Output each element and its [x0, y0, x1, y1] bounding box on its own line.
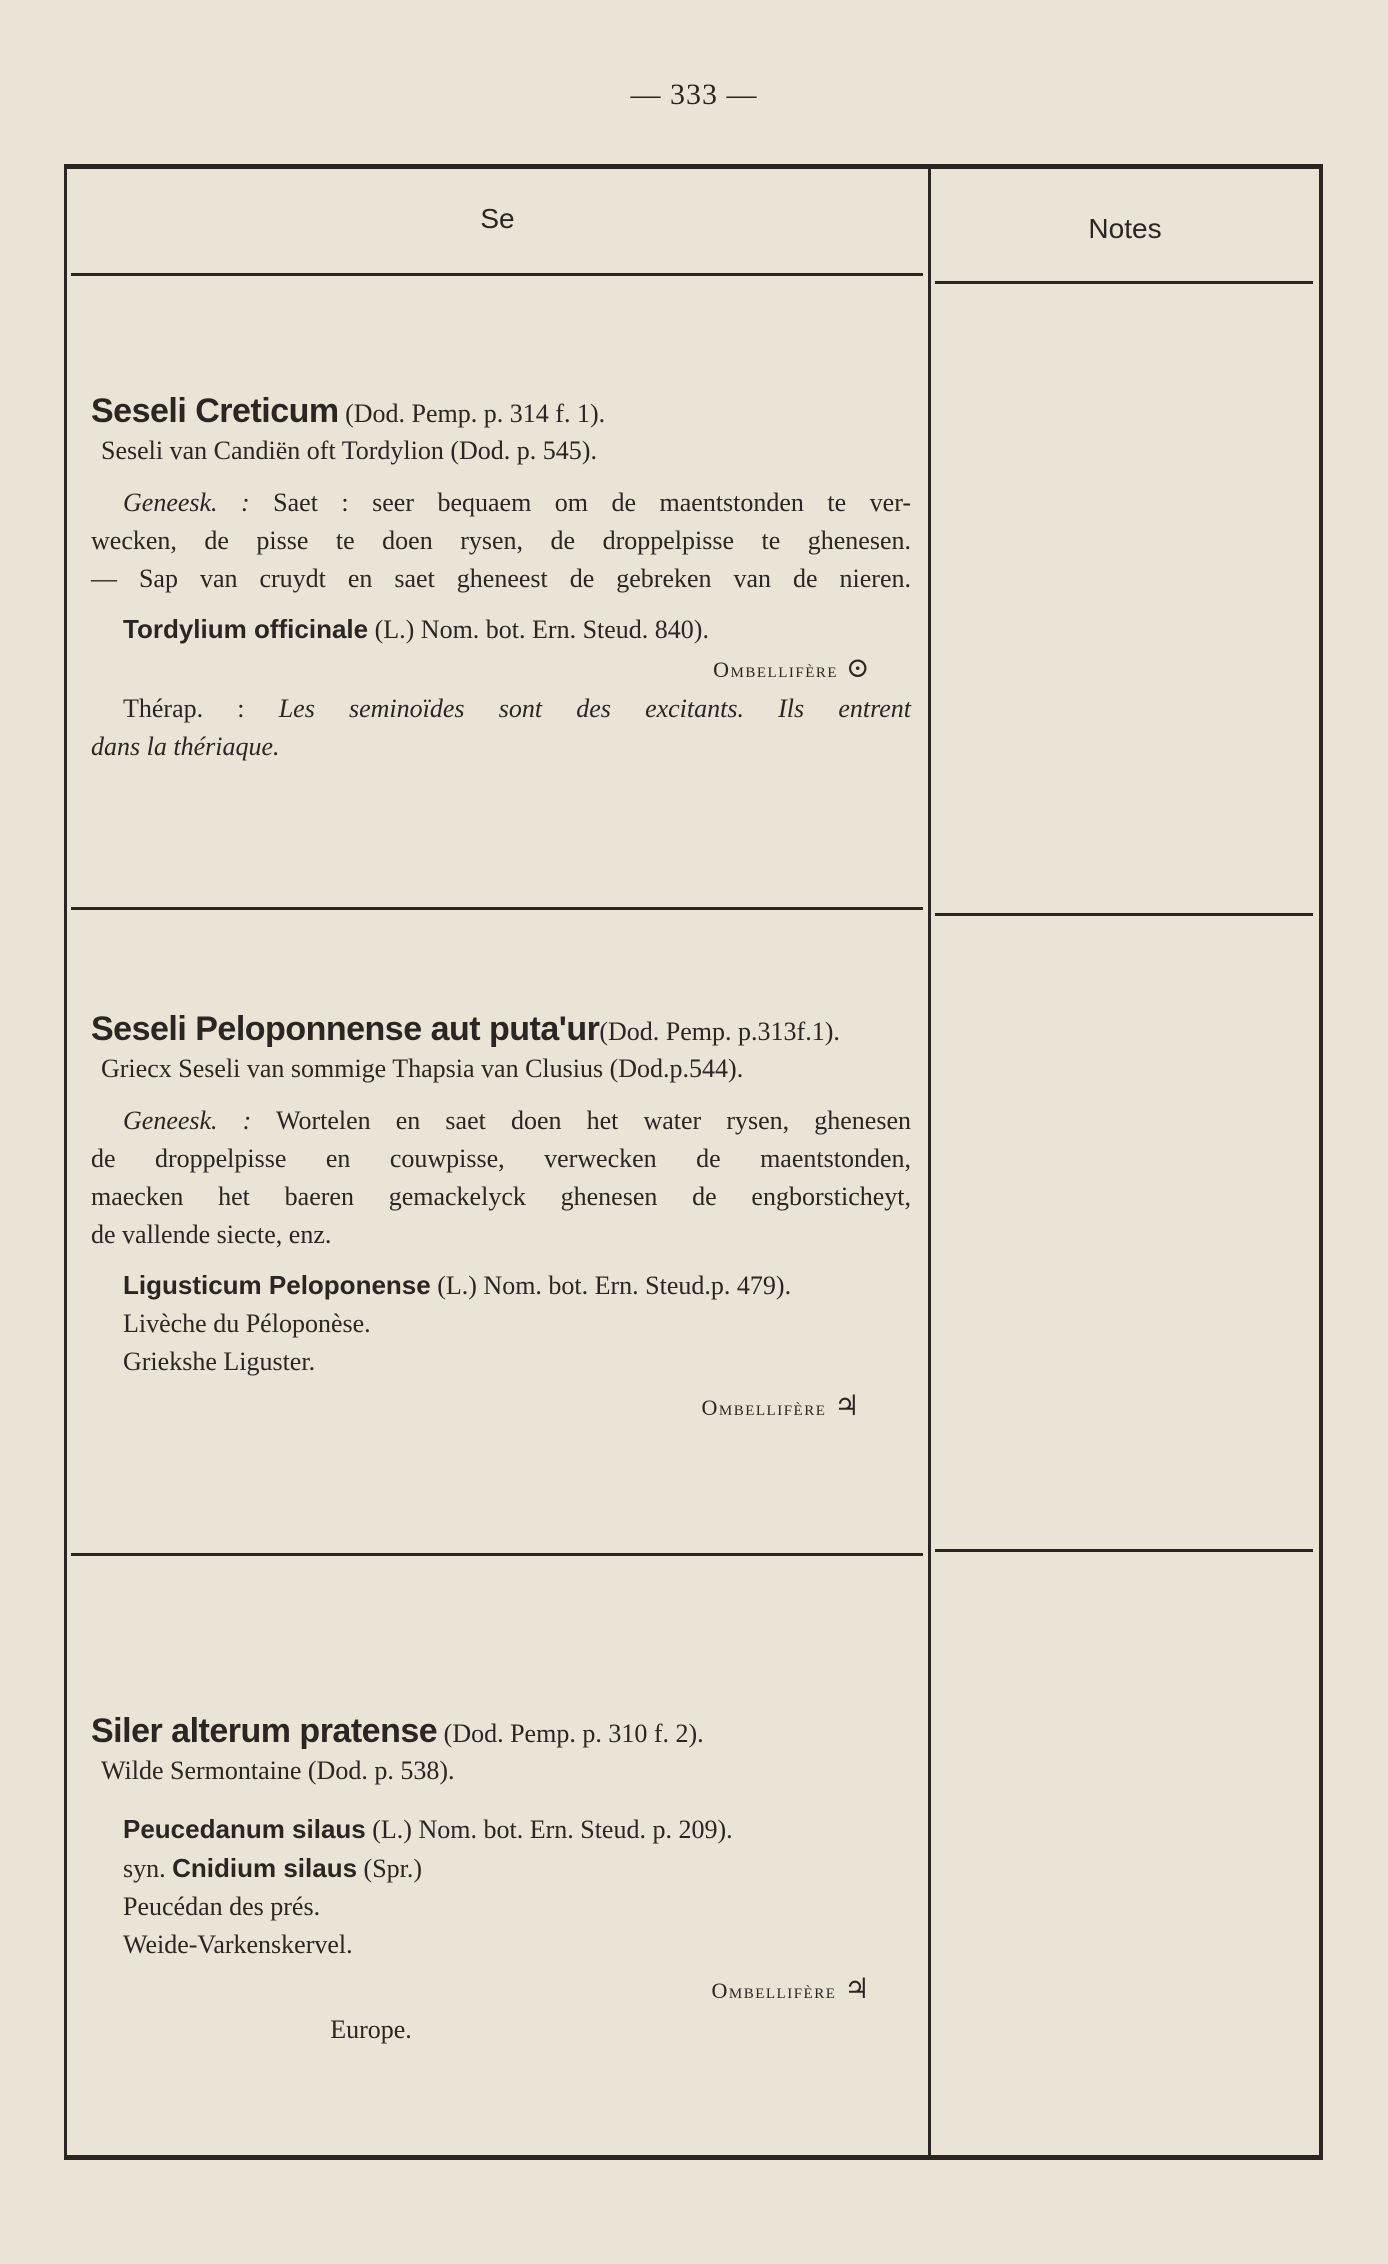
modern-name: Ligusticum Peloponense	[123, 1270, 431, 1300]
entry-seseli-peloponnense	[91, 1011, 911, 1428]
page-number: — 333 —	[630, 78, 758, 111]
entry-siler-alterum-pratense	[91, 1713, 911, 2049]
perennial-symbol: ♃	[834, 1391, 861, 1422]
annual-symbol: ⊙	[846, 653, 871, 684]
entry-seseli-creticum	[91, 393, 911, 766]
modern-name-line: Ligusticum Peloponense (L.) Nom. bot. Ern. Steud.p. 479).	[123, 1270, 792, 1300]
medicinal-text	[91, 1102, 911, 1254]
medicinal-label: Geneesk. :	[123, 488, 250, 517]
column-header-se: Se	[480, 203, 515, 234]
medicinal-text	[91, 484, 911, 598]
dutch-name: Wilde Sermontaine (Dod. p. 538).	[101, 1756, 455, 1785]
entry-title	[91, 1011, 911, 1050]
perennial-symbol: ♃	[844, 1974, 871, 2005]
therapeutic-text	[91, 690, 911, 766]
latin-name: Siler alterum pratense	[91, 1712, 438, 1750]
medicinal-label: Geneesk. :	[123, 1106, 252, 1135]
modern-name: Peucedanum silaus	[123, 1814, 366, 1844]
medicinal-line: de vallende siecte, enz.	[91, 1220, 332, 1249]
latin-name: Seseli Peloponnense aut puta'ur	[91, 1010, 600, 1048]
family-label: Ombellifère ♃	[711, 1974, 871, 2005]
region: Europe.	[330, 2015, 412, 2044]
latin-name: Seseli Creticum	[91, 392, 339, 430]
entry-title	[91, 1713, 911, 1752]
dutch-modern-name: Griekshe Liguster.	[123, 1347, 316, 1376]
row-divider	[71, 1553, 923, 1556]
therapeutic-line: Thérap. : Les seminoïdes sont des excitants. Ils entrent	[123, 694, 912, 723]
dutch-name: Seseli van Candiën oft Tordylion (Dod. p. 545).	[101, 436, 597, 465]
row-divider	[71, 907, 923, 910]
synonym-line: syn. Cnidium silaus (Spr.)	[123, 1853, 423, 1883]
synonym-name: Cnidium silaus	[172, 1853, 358, 1883]
therapeutic-line: dans la thériaque.	[91, 732, 280, 761]
header-rule	[71, 273, 923, 276]
dutch-name: Griecx Seseli van sommige Thapsia van Clusius (Dod.p.544).	[101, 1054, 744, 1083]
row-divider-notes	[935, 913, 1313, 916]
reference: (Dod. Pemp. p. 314 f. 1).	[338, 399, 606, 428]
modern-name: Tordylium officinale	[123, 614, 369, 644]
french-name: Peucédan des prés.	[123, 1892, 321, 1921]
family-label: Ombellifère ⊙	[713, 653, 871, 684]
entry-title	[91, 393, 911, 432]
modern-name-line: Tordylium officinale (L.) Nom. bot. Ern. Steud. 840).	[123, 614, 709, 644]
header-rule-notes	[935, 281, 1313, 284]
column-header-notes: Notes	[1088, 213, 1162, 244]
medicinal-line: wecken, de pisse te doen rysen, de droppelpisse te ghenesen.	[91, 526, 911, 555]
row-divider-notes	[935, 1549, 1313, 1552]
medicinal-line: — Sap van cruydt en saet gheneest de gebreken van de nieren.	[91, 564, 911, 593]
table-frame	[64, 164, 1323, 2160]
dutch-modern-name: Weide-Varkenskervel.	[123, 1930, 353, 1959]
reference: (Dod. Pemp. p.313f.1).	[599, 1017, 840, 1046]
family-label: Ombellifère ♃	[701, 1391, 861, 1422]
french-name: Livèche du Péloponèse.	[123, 1309, 371, 1338]
column-divider	[928, 169, 931, 2155]
reference: (Dod. Pemp. p. 310 f. 2).	[437, 1719, 704, 1748]
modern-name-line: Peucedanum silaus (L.) Nom. bot. Ern. Steud. p. 209).	[123, 1814, 733, 1844]
medicinal-line: Geneesk. : Saet : seer bequaem om de maentstonden te ver-	[123, 488, 911, 517]
therapeutic-label: Thérap. :	[123, 694, 279, 723]
medicinal-line: maecken het baeren gemackelyck ghenesen de engborsticheyt,	[91, 1182, 911, 1211]
medicinal-line: de droppelpisse en couwpisse, verwecken de maentstonden,	[91, 1144, 911, 1173]
medicinal-line: Geneesk. : Wortelen en saet doen het water rysen, ghenesen	[123, 1106, 912, 1135]
